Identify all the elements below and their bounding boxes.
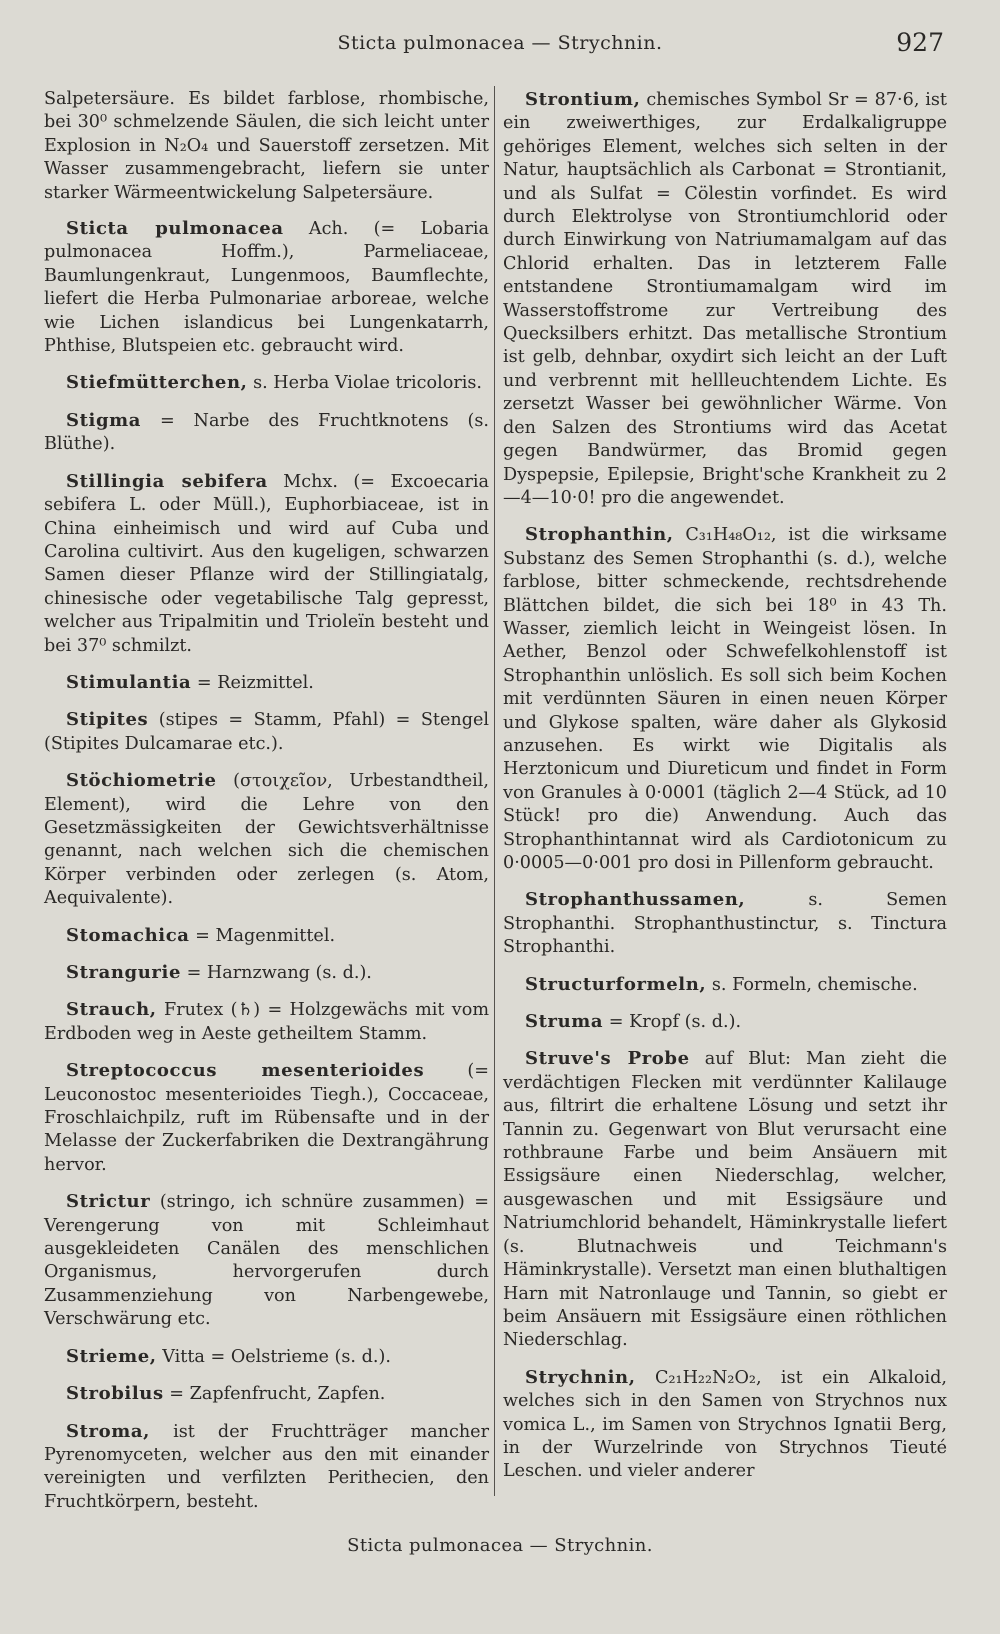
entry-headword: Strangurie (66, 962, 181, 983)
dictionary-entry (44, 1345, 489, 1369)
entry-text: = Kropf (s. d.). (608, 1012, 742, 1033)
dictionary-entry (44, 217, 489, 358)
page-number: 927 (896, 28, 944, 57)
entry-text: Ach. (= Lobaria pulmonacea Hoffm.), Parmeliaceae, Baumlungenkraut, Lungenmoos, Baumflechte, liefert die Herba Pulmonariae arboreae, welche wie Lichen islandicus bei Lungenkatarrh, Phthise, Blutspeien etc. gebraucht wird. (44, 219, 489, 357)
dictionary-entry (44, 1190, 489, 1331)
dictionary-entry (44, 470, 489, 658)
dictionary-entry (503, 888, 947, 959)
entry-headword: Stillingia sebifera (66, 470, 268, 492)
entry-text: Frutex (♄) = Holzgewächs mit vom Erdboden weg in Aeste getheiltem Stamm. (44, 1000, 489, 1044)
dictionary-entry (44, 1059, 489, 1177)
running-header (0, 28, 1000, 62)
entry-text: Mchx. (= Excoecaria sebifera L. oder Müll.), Euphorbiaceae, ist in China einheimisch und wird auf Cuba und Carolina cultivirt. Aus den kugeligen, schwarzen Samen dieser Pflanze wird der Stillingiatalg, chinesische oder vegetabilische Talg gepresst, welcher aus Tripalmitin und Trioleïn besteht und bei 37⁰ schmilzt. (44, 471, 490, 656)
entry-text: = Zapfenfrucht, Zapfen. (169, 1384, 386, 1405)
entry-text: = Harnzwang (s. d.). (186, 963, 372, 983)
dictionary-entry (44, 671, 489, 695)
entry-headword: Stomachica (66, 924, 190, 946)
entry-text: = Magenmittel. (195, 925, 336, 946)
dictionary-entry (503, 1047, 947, 1352)
entry-headword: Strophanthussamen, (525, 889, 746, 911)
dictionary-entry (44, 961, 489, 985)
dictionary-entry (44, 769, 489, 910)
dictionary-entry (503, 1010, 947, 1034)
dictionary-entry (44, 88, 489, 205)
entry-headword: Strontium, (525, 89, 641, 110)
entry-text: chemisches Symbol Sr = 87·6, ist ein zweiwerthiges, zur Erdalkaligruppe gehöriges Element, welches sich selten in der Natur, hauptsächlich als Carbonat = Strontianit, und als Sulfat = Cölestin vorfindet. Es wird durch Elektrolyse von Strontiumchlorid oder durch Einwirkung von Natriumamalgam auf das Chlorid erhalten. Das in letzterem Falle entstandene Strontiumamalgam wird im Wasserstoffstrome zur Vertreibung des Quecksilbers erhitzt. Das metallische Strontium ist gelb, dehnbar, oxydirt sich leicht an der Luft und verbrennt mit hellleuchtendem Lichte. Es zersetzt Wasser bei gewöhnlicher Wärme. Von den Salzen des Strontiums wird das Acetat gegen Bandwürmer, das Bromid gegen Dyspepsie, Epilepsie, Bright'sche Krankheit zu 2—4—10·0! pro die angewendet. (503, 90, 947, 508)
entry-text: auf Blut: Man zieht die verdächtigen Flecken mit verdünnter Kalilauge aus, filtrirt die erhaltene Lösung und setzt ihr Tannin zu. Gegenwart von Blut verursacht eine rothbraune Farbe und beim Ansäuern mit Essigsäure einen Niederschlag, welcher, ausgewaschen und mit Essigsäure und Natriumchlorid behandelt, Häminkrystalle liefert (s. Blutnachweis und Teichmann's Häminkrystalle). Versetzt man einen bluthaltigen Harn mit Natronlauge und Tannin, so giebt er beim Ansäuern mit Essigsäure einen röthlichen Niederschlag. (503, 1049, 948, 1351)
entry-headword: Strobilus (66, 1383, 164, 1405)
entry-headword: Structurformeln, (525, 973, 707, 995)
entry-text: (= Leuconostoc mesenterioides Tiegh.), Coccaceae, Froschlaichpilz, ruft im Rübensafte und in der Melasse der Zuckerfabriken die Dextrangährung hervor. (44, 1061, 489, 1175)
entry-text: (stipes = Stamm, Pfahl) = Stengel (Stipites Dulcamarae etc.). (44, 710, 490, 754)
left-column (44, 88, 489, 1527)
right-column (503, 88, 947, 1497)
dictionary-entry (503, 523, 947, 875)
entry-headword: Struma (525, 1011, 604, 1033)
dictionary-entry (44, 1420, 489, 1515)
entry-text: C₂₁H₂₂N₂O₂, ist ein Alkaloid, welches sich in den Samen von Strychnos nux vomica L., im Samen von Strychnos Ignatii Berg, in der Wurzelrinde von Strychnos Tieuté Leschen. und vieler anderer (503, 1367, 948, 1482)
entry-headword: Strophanthin, (525, 524, 674, 546)
page-footer: Sticta pulmonacea — Strychnin. (347, 1535, 653, 1556)
entry-text: s. Formeln, chemische. (711, 974, 918, 995)
dictionary-entry (503, 88, 947, 510)
entry-headword: Strieme, (66, 1345, 157, 1367)
entry-text: (stringo, ich schnüre zusammen) = Verengerung von mit Schleimhaut ausgekleideten Canälen des menschlichen Organismus, hervorgerufen durch Zusammenziehung von Narbengewebe, Verschwärung etc. (44, 1192, 490, 1330)
dictionary-entry (503, 973, 947, 997)
entry-text: = Narbe des Fruchtknotens (s. Blüthe). (44, 410, 489, 455)
header-title: Sticta pulmonacea — Strychnin. (337, 32, 663, 54)
dictionary-entry (44, 1382, 489, 1406)
entry-headword: Stigma (66, 409, 142, 431)
entry-text: Salpetersäure. Es bildet farblose, rhombische, bei 30⁰ schmelzende Säulen, die sich leicht unter Explosion in N₂O₄ und Sauerstoff zersetzen. Mit Wasser zusammengebracht, liefern sie unter starker Wärmeentwickelung Salpetersäure. (44, 89, 489, 203)
entry-headword: Strauch, (66, 999, 157, 1021)
dictionary-entry (44, 998, 489, 1046)
entry-text: s. Semen Strophanthi. Strophanthustinctur, s. Tinctura Strophanthi. (503, 890, 947, 958)
entry-text: (στοιχεῖον, Urbestandtheil, Element), wird die Lehre von den Gesetzmässigkeiten der Gewichtsverhältnisse genannt, nach welchen sich die chemischen Körper verbinden oder zerlegen (s. Atom, Aequivalente). (44, 771, 490, 909)
entry-headword: Streptococcus mesenterioides (66, 1060, 425, 1082)
dictionary-entry (44, 924, 489, 948)
entry-headword: Stimulantia (66, 671, 192, 693)
entry-headword: Stöchiometrie (66, 770, 217, 792)
entry-headword: Sticta pulmonacea (66, 218, 284, 240)
entry-headword: Strychnin, (525, 1366, 636, 1388)
entry-headword: Stroma, (66, 1420, 150, 1442)
column-divider (494, 86, 495, 1496)
entry-headword: Struve's Probe (525, 1048, 690, 1070)
entry-text: Vitta = Oelstrieme (s. d.). (162, 1346, 391, 1367)
dictionary-entry (44, 371, 489, 395)
entry-text: C₃₁H₄₈O₁₂, ist die wirksame Substanz des Semen Strophanthi (s. d.), welche farblose, bitter schmeckende, rechtsdrehende Blättchen bildet, die sich bei 18⁰ in 43 Th. Wasser, ziemlich leicht in Weingeist lösen. In Aether, Benzol oder Schwefelkohlenstoff ist Strophanthin unlöslich. Es soll sich beim Kochen mit verdünnten Säuren in einen neuen Körper und Glykose spalten, wäre daher als Glykosid anzusehen. Es wirkt wie Digitalis als Herztonicum und Diureticum und findet in Form von Granules à 0·0001 (täglich 2—4 Stück, ad 10 Stück! pro die) Anwendung. Auch das Strophanthintannat wird als Cardiotonicum zu 0·0005—0·001 pro dosi in Pillenform gebraucht. (503, 525, 947, 873)
dictionary-entry (503, 1366, 947, 1484)
entry-text: s. Herba Violae tricoloris. (253, 373, 482, 394)
entry-headword: Stiefmütterchen, (66, 372, 248, 394)
entry-text: = Reizmittel. (196, 672, 314, 693)
dictionary-entry (44, 409, 489, 457)
dictionary-entry (44, 708, 489, 756)
entry-text: ist der Fruchtträger mancher Pyrenomyceten, welcher aus den mit einander vereinigten und verfilzten Perithecien, den Fruchtkörpern, besteht. (44, 1421, 489, 1512)
entry-headword: Strictur (66, 1191, 151, 1213)
entry-headword: Stipites (66, 709, 149, 731)
